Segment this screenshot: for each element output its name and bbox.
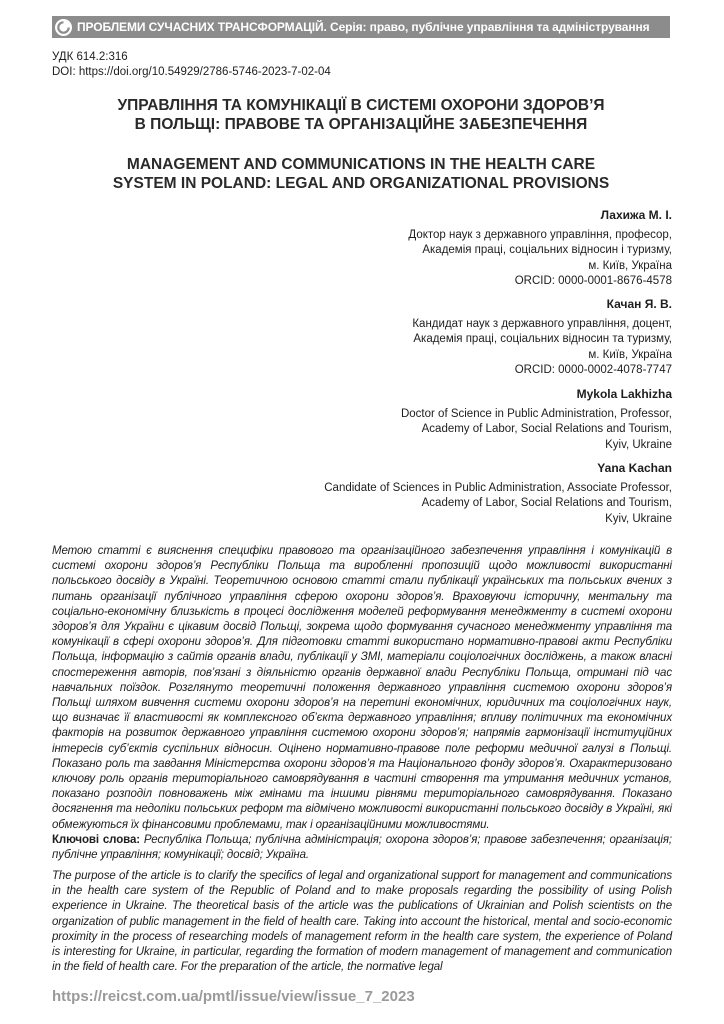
journal-logo-icon	[55, 19, 72, 36]
keywords-label: Ключові слова:	[52, 833, 140, 846]
author-city-line: Kyiv, Ukraine	[605, 438, 672, 451]
title-uk-line-1: УПРАВЛІННЯ ТА КОМУНІКАЦІЇ В СИСТЕМІ ОХОРОНИ ЗДОРОВ’Я	[117, 97, 605, 114]
udc-code: УДК 614.2:316	[52, 51, 128, 63]
author-name: Mykola Lakhizha	[576, 387, 672, 401]
author-affiliation-line: Доктор наук з державного управління, професор,	[408, 228, 672, 241]
author-affiliation-line: Doctor of Science in Public Administration, Professor,	[400, 407, 672, 420]
author-orcid: ORCID: 0000-0001-8676-4578	[514, 275, 672, 288]
title-en-line-2: SYSTEM IN POLAND: LEGAL AND ORGANIZATIONAL PROVISIONS	[112, 175, 610, 192]
article-title-ukrainian	[52, 96, 670, 134]
title-uk-line-2: В ПОЛЬЩІ: ПРАВОВЕ ТА ОРГАНІЗАЦІЙНЕ ЗАБЕЗПЕЧЕННЯ	[134, 116, 588, 133]
article-meta	[52, 50, 331, 80]
keywords-uk	[52, 833, 672, 863]
author-affiliation-line: Academy of Labor, Social Relations and Tourism,	[421, 497, 672, 510]
author-orcid: ORCID: 0000-0002-4078-7747	[514, 364, 672, 377]
journal-title: ПРОБЛЕМИ СУЧАСНИХ ТРАНСФОРМАЦІЙ. Серія: право, публічне управління та адміністрування	[77, 20, 650, 34]
author-name: Yana Kachan	[597, 461, 672, 475]
author-block-lakhyzha-uk	[408, 208, 672, 290]
abstract-en-text: The purpose of the article is to clarify the specifics of legal and organizational support for management and communications in the health care system of the Republic of Poland and to make proposals regarding the possibility of using Polish experience in Ukraine. The theoretical basis of the article was the publications of Ukrainian and Polish scientists on the organization of public management in the field of health care. Taking into account the historical, mental and socio-economic proximity in the process of researching models of management reform in the health care system, the experience of Poland is interesting for Ukraine, in particular, regarding the formation of modern management of management and communication in the field of health care. For the preparation of the article, the normative legal	[52, 870, 672, 974]
author-block-kachan-en	[324, 461, 672, 527]
author-name: Лахижа М. І.	[600, 208, 672, 222]
author-block-kachan-uk	[412, 297, 672, 379]
footer-issue-link[interactable]: https://reicst.com.ua/pmtl/issue/view/issue_7_2023	[52, 988, 415, 1005]
title-en-line-1: MANAGEMENT AND COMMUNICATIONS IN THE HEALTH CARE	[126, 156, 596, 173]
abstract-english	[52, 869, 672, 975]
author-affiliation-line: Кандидат наук з державного управління, доцент,	[412, 317, 672, 330]
article-title-english	[52, 155, 670, 193]
author-city-line: Kyiv, Ukraine	[605, 512, 672, 525]
doi-line: DOI: https://doi.org/10.54929/2786-5746-2023-7-02-04	[52, 66, 331, 78]
author-affiliation-line: Академія праці, соціальних відносин і туризму,	[422, 244, 672, 257]
author-affiliation-line: Academy of Labor, Social Relations and Tourism,	[421, 423, 672, 436]
author-affiliation-line: Candidate of Sciences in Public Administration, Associate Professor,	[324, 481, 672, 494]
keywords-text: Республіка Польща; публічна адміністрація; охорона здоров’я; правове забезпечення; організація; публічне управління; комунікації; досвід; Україна.	[52, 833, 672, 862]
abstract-ukrainian	[52, 544, 672, 863]
author-city-line: м. Київ, Україна	[588, 259, 672, 272]
author-name: Качан Я. В.	[606, 297, 672, 311]
author-affiliation-line: Академія праці, соціальних відносин та туризму,	[413, 333, 672, 346]
author-city-line: м. Київ, Україна	[588, 348, 672, 361]
journal-header-bar	[52, 16, 670, 38]
author-block-lakhizha-en	[401, 387, 672, 453]
abstract-uk-text: Метою статті є вияснення специфіки правового та організаційного забезпечення управління і комунікацій в системі охорони здоров’я Республіки Польща та виробленні пропозицій щодо можливості використанні польського досвіду в Україні. Теоретичною основою статті стали публікації українських та польських вчених з питань організації публічного управління сферою охорони здоров’я. Враховуючи історичну, ментальну та соціально-економічну близькість в процесі дослідження моделей реформування менеджменту в системі охорони здоров’я для України є цікавим досвід Польщі, зокрема щодо формування сучасного менеджменту управління та комунікації в сфері охорони здоров’я. Для підготовки статті використано нормативно-правові акти Республіки Польща, інформацію з сайтів органів влади, публікації у ЗМІ, матеріали соціологічних досліджень, а також власні спостереження авторів, пов’язані з діяльністю органів державної влади Республіки Польща, отримані під час навчальних поїздок. Розглянуто теоретичні положення державного управління системою охорони здоров’я Польщі шляхом вивчення системи охорони здоров’я на перетині економічних, юридичних та соціологічних наук, що визначає її властивості як комплексного об’єкта державного управління; впливу політичних та економічних факторів на розвиток державного управління системою охорони здоров’я; напрямів гармонізації інституційних інтересів суб’єктів суспільних відносин. Оцінено нормативно-правове поле реформи медичної галузі в Польщі. Показано роль та завдання Міністерства охорони здоров’я та Національного фонду здоров’я. Охарактеризовано ключову роль органів територіального самоврядування в частині створення та утримання медичних установ, показано розподіл повноважень між гмінами та іншими рівнями територіального самоврядування. Показано досягнення та недоліки польських реформ та відмічено можливості використанні польського досвіду в Україні, які обмежуються їх фінансовими проблемами, так і організаційними можливостями.	[52, 545, 672, 831]
